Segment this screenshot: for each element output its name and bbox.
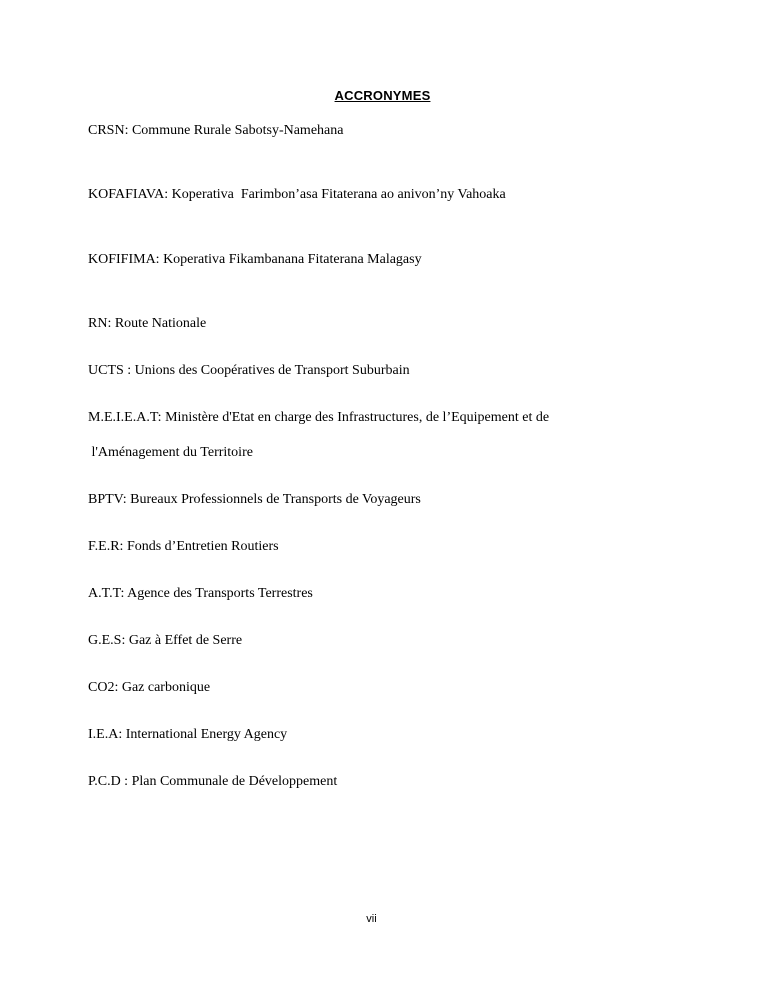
- acronym-entry-fer: F.E.R: Fonds d’Entretien Routiers: [88, 539, 279, 554]
- acronym-entry-meieat-continued: l'Aménagement du Territoire: [88, 445, 253, 460]
- page-number: vii: [366, 913, 377, 925]
- acronym-entry-crsn: CRSN: Commune Rurale Sabotsy-Namehana: [88, 123, 344, 138]
- acronym-entry-ges: G.E.S: Gaz à Effet de Serre: [88, 633, 243, 648]
- acronym-entry-rn: RN: Route Nationale: [88, 316, 207, 331]
- acronym-entry-ucts: UCTS : Unions des Coopératives de Transport Suburbain: [88, 363, 410, 378]
- acronym-entry-pcd: P.C.D : Plan Communale de Développement: [88, 774, 338, 789]
- acronym-entry-att: A.T.T: Agence des Transports Terrestres: [88, 586, 313, 601]
- acronym-entry-bptv: BPTV: Bureaux Professionnels de Transports de Voyageurs: [88, 492, 421, 507]
- acronym-entry-kofifima: KOFIFIMA: Koperativa Fikambanana Fitaterana Malagasy: [88, 252, 422, 267]
- acronym-entry-kofafiava: KOFAFIAVA: Koperativa Farimbon’asa Fitaterana ao anivon’ny Vahoaka: [88, 187, 506, 202]
- acronym-entry-meieat: M.E.I.E.A.T: Ministère d'Etat en charge des Infrastructures, de l’Equipement et de: [88, 410, 550, 425]
- acronym-entry-iea: I.E.A: International Energy Agency: [88, 727, 288, 742]
- acronym-entry-co2: CO2: Gaz carbonique: [88, 680, 211, 695]
- page-title: ACCRONYMES: [334, 88, 431, 103]
